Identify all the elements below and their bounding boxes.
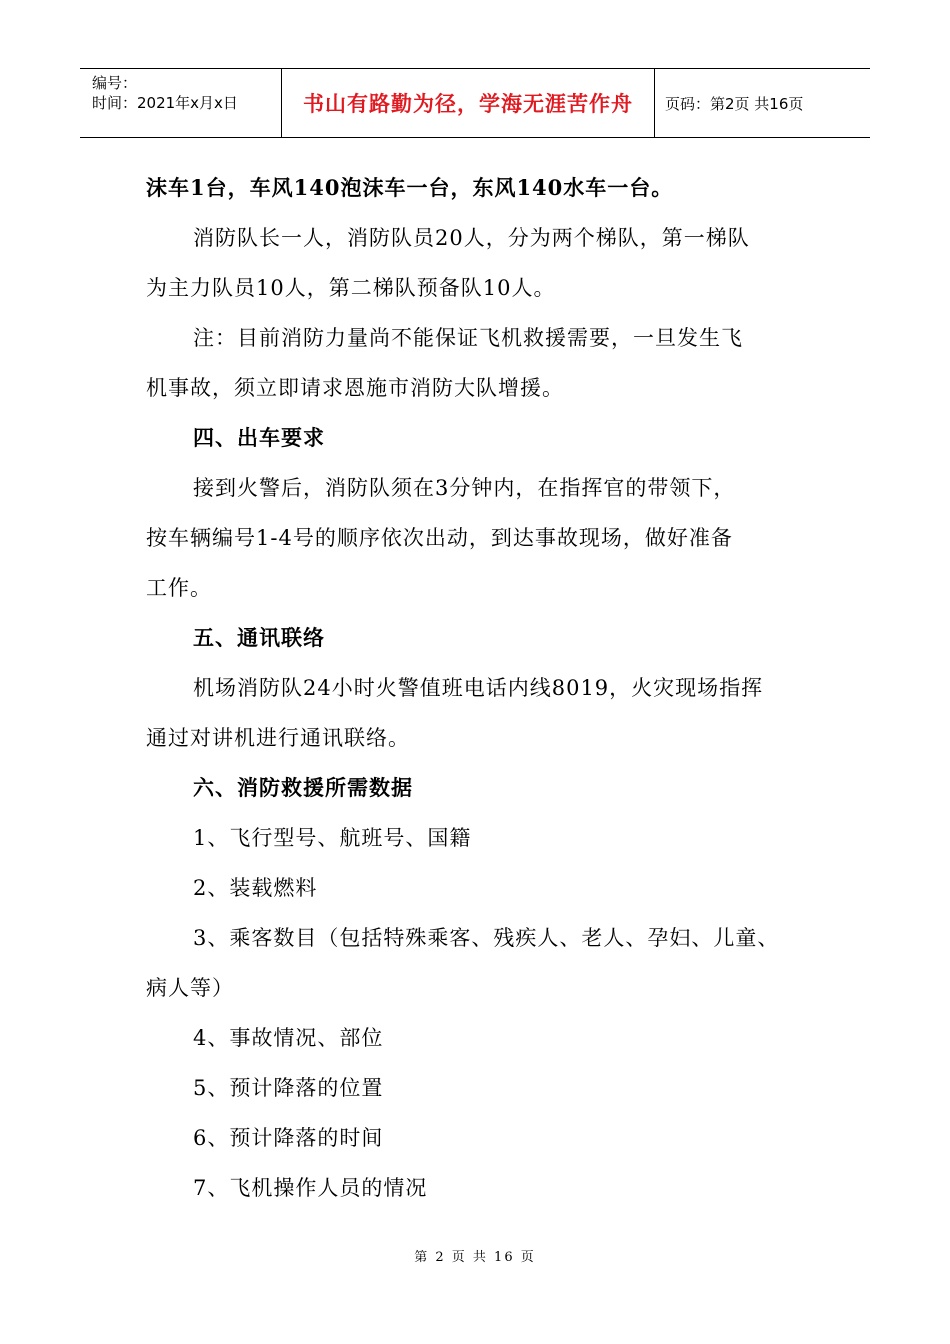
page-footer: 第 2 页 共 16 页: [414, 1250, 536, 1265]
list-item: 4、事故情况、部位: [193, 1026, 384, 1050]
section-heading: 五、通讯联络: [193, 625, 325, 650]
list-item: 1、飞行型号、航班号、国籍: [193, 826, 472, 850]
list-item: 5、预计降落的位置: [193, 1076, 384, 1100]
section-heading: 六、消防救援所需数据: [193, 775, 413, 800]
header-motto: 书山有路勤为径，学海无涯苦作舟: [282, 69, 655, 137]
header-meta: [80, 69, 282, 137]
section-heading: 四、出车要求: [193, 425, 325, 450]
text-line: 为主力队员10人，第二梯队预备队10人。: [146, 276, 556, 300]
text-line: 通过对讲机进行通讯联络。: [146, 726, 410, 750]
date-label: 时间：2021年x月x日: [92, 94, 238, 112]
list-item: 3、乘客数目（包括特殊乘客、残疾人、老人、孕妇、儿童、: [193, 926, 780, 950]
header-page-info: 页码：第2页 共16页: [665, 94, 804, 113]
code-label: 编号：: [92, 74, 138, 92]
text-line: 消防队长一人，消防队员20人，分为两个梯队，第一梯队: [193, 226, 750, 250]
list-item-continued: 病人等）: [146, 976, 234, 1000]
text-line: 接到火警后，消防队须在3分钟内，在指挥官的带领下，: [193, 476, 736, 500]
page-header: [80, 68, 870, 138]
list-item: 6、预计降落的时间: [193, 1126, 384, 1150]
list-item: 2、装载燃料: [193, 876, 318, 900]
text-line: 机场消防队24小时火警值班电话内线8019，火灾现场指挥: [193, 676, 764, 700]
text-line: 注：目前消防力量尚不能保证飞机救援需要，一旦发生飞: [193, 326, 743, 350]
text-line: 沫车1台，车风140泡沫车一台，东风140水车一台。: [146, 175, 674, 200]
text-line: 按车辆编号1-4号的顺序依次出动，到达事故现场，做好准备: [146, 526, 733, 550]
text-line: 机事故，须立即请求恩施市消防大队增援。: [146, 376, 564, 400]
text-line: 工作。: [146, 576, 212, 600]
list-item: 7、飞机操作人员的情况: [193, 1176, 428, 1200]
